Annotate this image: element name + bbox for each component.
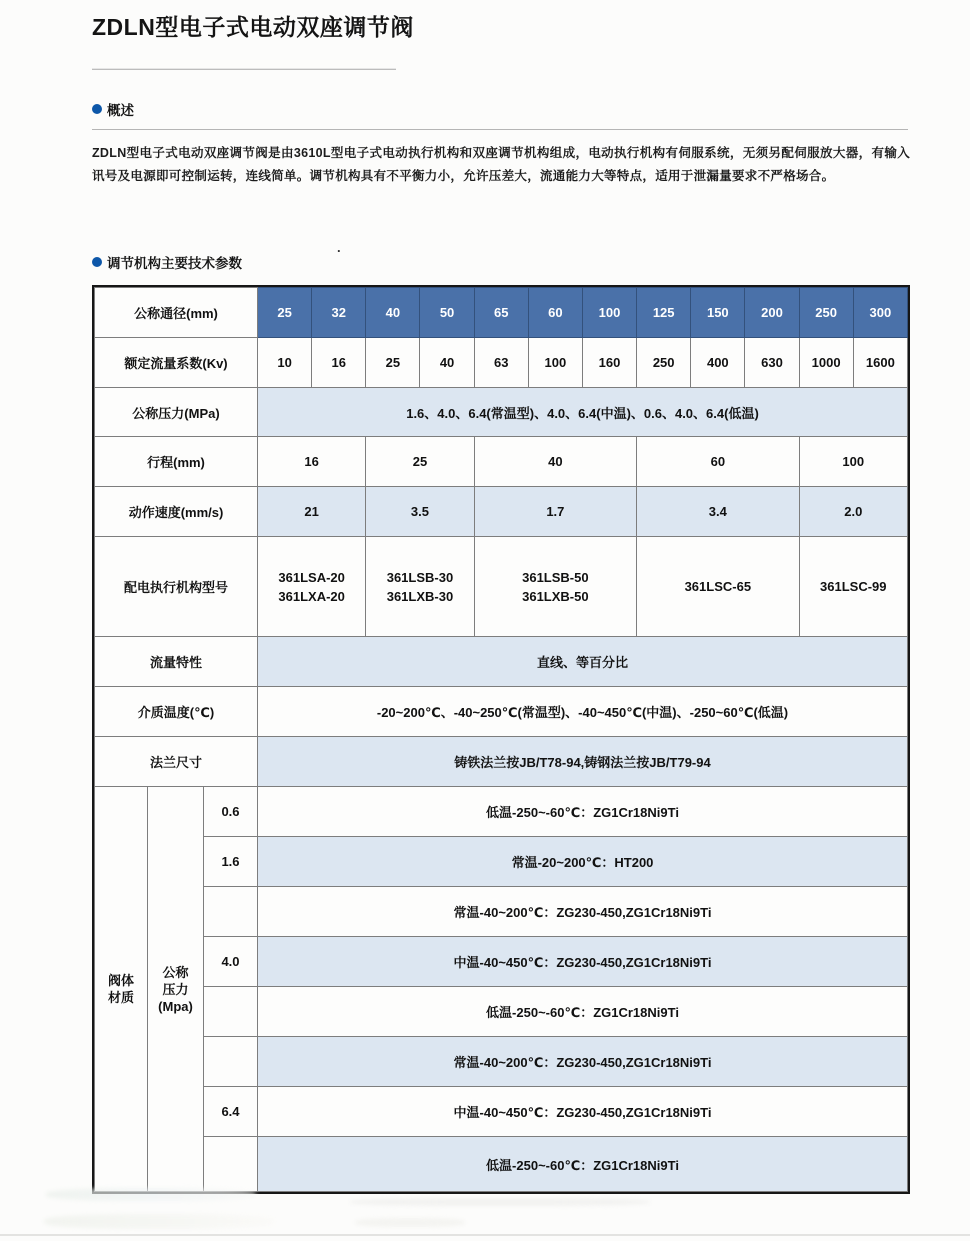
speed-value-cell: 1.7 [474,487,636,537]
dn-value-cell: 150 [691,288,745,338]
pressure-value-cell: 0.6 [204,787,258,837]
row-label: 公称通径(mm) [95,288,258,338]
specs-table [94,287,908,787]
flange-value-cell: 铸铁法兰按JB/T78-94,铸钢法兰按JB/T79-94 [258,737,908,787]
dn-value-cell: 40 [366,288,420,338]
actuator-model-cell [366,537,474,637]
parameters-heading: 调节机构主要技术参数 [107,256,242,271]
pressure-value-cell: 6.4 [204,1087,258,1137]
pressure-value-cell [204,887,258,937]
actuator-model-line: 361LXB-50 [522,588,589,604]
overview-paragraph: ZDLN型电子式电动双座调节阀是由3610L型电子式电动执行机构和双座调节机构组成，电动执行机构有伺服系统，无须另配伺服放大器，有输入讯号及电源即可控制运转，连线简单。调节机构具有不平衡力小，允许压差大，流通能力大等特点，适用于泄漏量要求不严格场合。 [92,146,910,183]
flow-value-cell: 直线、等百分比 [258,637,908,687]
scan-smudge-artifact [46,1188,256,1201]
stroke-value-cell: 60 [637,437,799,487]
dn-value-cell: 300 [853,288,907,338]
kv-value-cell: 16 [312,338,366,388]
kv-value-cell: 100 [528,338,582,388]
pressure-value-cell: 4.0 [204,937,258,987]
scan-smudge-artifact [355,1218,465,1227]
row-nominal-pressure [95,388,908,437]
kv-value-cell: 160 [582,338,636,388]
material-value-cell: 低温-250~-60℃：ZG1Cr18Ni9Ti [258,1137,908,1192]
row-label: 额定流量系数(Kv) [95,338,258,388]
pressure-value-cell: 1.6 [204,837,258,887]
row-flow-coefficient [95,338,908,388]
speed-value-cell: 2.0 [799,487,907,537]
dn-value-cell: 50 [420,288,474,338]
material-value-cell: 低温-250~-60℃：ZG1Cr18Ni9Ti [258,787,908,837]
specs-table-container [92,285,910,1194]
actuator-model-cell [474,537,636,637]
section-parameters [92,252,910,272]
overview-heading: 概述 [107,103,134,118]
actuator-model-line: 361LSC-99 [820,579,887,594]
kv-value-cell: 25 [366,338,420,388]
scan-smudge-artifact [350,1198,650,1206]
material-row [95,987,908,1037]
dn-value-cell: 100 [582,288,636,338]
row-nominal-diameter [95,288,908,338]
actuator-model-cell [637,537,799,637]
body-material-label: 阀体 材质 [95,787,148,1192]
actuator-model-cell [799,537,907,637]
nominal-pressure-label: 公称 压力 (Mpa) [148,787,204,1192]
actuator-model-cell [258,537,366,637]
material-row [95,1137,908,1192]
row-label: 流量特性 [95,637,258,687]
speed-value-cell: 3.5 [366,487,474,537]
row-label: 公称压力(MPa) [95,388,258,437]
bullet-icon [92,257,102,267]
kv-value-cell: 1000 [799,338,853,388]
actuator-model-line: 361LSA-20 [278,569,345,585]
row-label: 行程(mm) [95,437,258,487]
material-row [95,1037,908,1087]
actuator-model-line: 361LSC-65 [684,579,752,594]
row-flow-characteristic [95,637,908,687]
stroke-value-cell: 25 [366,437,474,487]
row-label: 动作速度(mm/s) [95,487,258,537]
material-value-cell: 中温-40~450℃：ZG230-450,ZG1Cr18Ni9Ti [258,1087,908,1137]
dn-value-cell: 65 [474,288,528,338]
page-title: ZDLN型电子式电动双座调节阀 [92,14,414,40]
dn-value-cell: 32 [312,288,366,338]
material-row [95,937,908,987]
stroke-value-cell: 40 [474,437,636,487]
title-underline [92,68,396,70]
stroke-value-cell: 16 [258,437,366,487]
actuator-model-line: 361LSB-50 [522,569,589,585]
kv-value-cell: 10 [258,338,312,388]
row-label: 介质温度(℃) [95,687,258,737]
row-flange-size [95,737,908,787]
row-action-speed [95,487,908,537]
pressure-value-cell [204,1137,258,1192]
body-material-table [94,786,908,1192]
bullet-icon [92,104,102,114]
row-actuator-model [95,537,908,637]
dn-value-cell: 200 [745,288,799,338]
material-value-cell: 常温-40~200℃：ZG230-450,ZG1Cr18Ni9Ti [258,1037,908,1087]
pressure-value-cell [204,987,258,1037]
stray-dot-artifact: . [337,240,341,255]
actuator-model-line: 361LXB-30 [386,588,454,604]
row-label: 法兰尺寸 [95,737,258,787]
kv-value-cell: 40 [420,338,474,388]
row-medium-temperature [95,687,908,737]
stroke-value-cell: 100 [799,437,907,487]
row-stroke [95,437,908,487]
material-row [95,837,908,887]
speed-value-cell: 3.4 [637,487,799,537]
section-divider [92,129,908,130]
kv-value-cell: 400 [691,338,745,388]
pressure-value-cell [204,1037,258,1087]
dn-value-cell: 25 [258,288,312,338]
material-value-cell: 常温-20~200℃：HT200 [258,837,908,887]
kv-value-cell: 63 [474,338,528,388]
material-value-cell: 常温-40~200℃：ZG230-450,ZG1Cr18Ni9Ti [258,887,908,937]
scan-smudge-artifact [44,1214,274,1229]
material-row [95,787,908,837]
row-label: 配电执行机构型号 [95,537,258,637]
kv-value-cell: 1600 [853,338,907,388]
pn-value-cell: 1.6、4.0、6.4(常温型)、4.0、6.4(中温)、0.6、4.0、6.4(低温) [258,388,908,437]
dn-value-cell: 125 [637,288,691,338]
kv-value-cell: 630 [745,338,799,388]
dn-value-cell: 250 [799,288,853,338]
speed-value-cell: 21 [258,487,366,537]
temp-value-cell: -20~200℃、-40~250℃(常温型)、-40~450℃(中温)、-250~60℃(低温) [258,687,908,737]
material-value-cell: 低温-250~-60℃：ZG1Cr18Ni9Ti [258,987,908,1037]
actuator-model-line: 361LXA-20 [278,588,345,604]
section-overview [92,99,910,119]
material-value-cell: 中温-40~450℃：ZG230-450,ZG1Cr18Ni9Ti [258,937,908,987]
material-row [95,887,908,937]
page-bottom-rule [0,1234,970,1236]
material-row [95,1087,908,1137]
kv-value-cell: 250 [637,338,691,388]
dn-value-cell: 60 [528,288,582,338]
actuator-model-line: 361LSB-30 [386,569,454,585]
